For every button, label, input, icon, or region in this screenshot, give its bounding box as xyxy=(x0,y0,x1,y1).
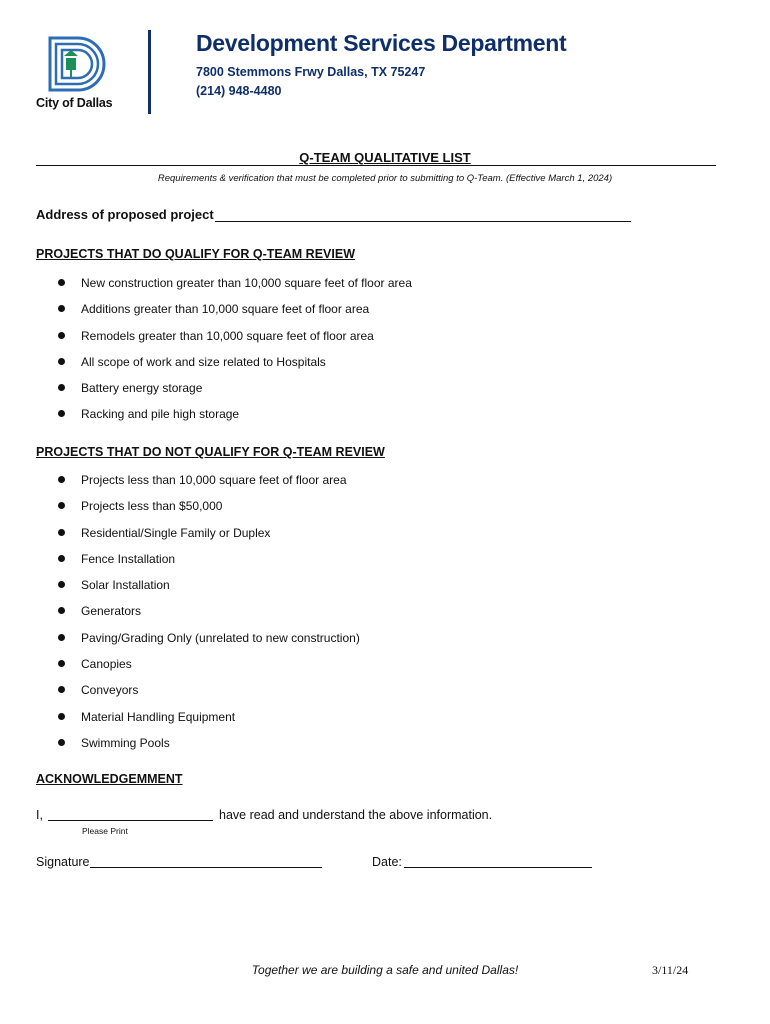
list-item: Paving/Grading Only (unrelated to new construction) xyxy=(58,631,360,657)
bullet-icon xyxy=(58,305,65,312)
list-item: Projects less than $50,000 xyxy=(58,499,360,525)
list-item: Swimming Pools xyxy=(58,736,360,762)
department-address: 7800 Stemmons Frwy Dallas, TX 75247 xyxy=(196,65,426,79)
signature-field[interactable] xyxy=(90,867,322,868)
logo-caption: City of Dallas xyxy=(36,96,113,110)
acknowledgement-statement: have read and understand the above information. xyxy=(219,808,493,822)
department-title: Development Services Department xyxy=(196,30,567,56)
list-item: Racking and pile high storage xyxy=(58,407,412,433)
date-field[interactable] xyxy=(404,867,592,868)
title-rule xyxy=(36,165,716,166)
bullet-icon xyxy=(58,384,65,391)
not-qualify-heading: PROJECTS THAT DO NOT QUALIFY FOR Q-TEAM REVIEW xyxy=(36,445,385,459)
address-label: Address of proposed project xyxy=(36,207,214,222)
bullet-icon xyxy=(58,476,65,483)
bullet-icon xyxy=(58,607,65,614)
bullet-icon xyxy=(58,332,65,339)
not-qualify-list xyxy=(58,473,360,762)
bullet-icon xyxy=(58,581,65,588)
page-title: Q-TEAM QUALITATIVE LIST xyxy=(299,150,471,165)
bullet-icon xyxy=(58,634,65,641)
bullet-icon xyxy=(58,529,65,536)
header-divider xyxy=(148,30,151,114)
page-subtitle: Requirements & verification that must be completed prior to submitting to Q-Team. (Effective March 1, 2024) xyxy=(157,173,613,184)
list-item: Solar Installation xyxy=(58,578,360,604)
list-item: New construction greater than 10,000 square feet of floor area xyxy=(58,276,412,302)
dallas-d-logo-icon xyxy=(36,34,122,94)
bullet-icon xyxy=(58,358,65,365)
bullet-icon xyxy=(58,279,65,286)
bullet-icon xyxy=(58,739,65,746)
department-phone: (214) 948-4480 xyxy=(196,84,282,98)
list-item: Additions greater than 10,000 square feet of floor area xyxy=(58,302,412,328)
list-item: Residential/Single Family or Duplex xyxy=(58,526,360,552)
bullet-icon xyxy=(58,502,65,509)
bullet-icon xyxy=(58,660,65,667)
bullet-icon xyxy=(58,686,65,693)
list-item: Battery energy storage xyxy=(58,381,412,407)
list-item: Generators xyxy=(58,604,360,630)
date-label: Date: xyxy=(372,855,402,869)
list-item: Canopies xyxy=(58,657,360,683)
bullet-icon xyxy=(58,713,65,720)
address-field[interactable] xyxy=(215,221,631,222)
bullet-icon xyxy=(58,555,65,562)
acknowledgement-prefix: I, xyxy=(36,808,43,822)
footer-date: 3/11/24 xyxy=(652,963,689,977)
list-item: All scope of work and size related to Hospitals xyxy=(58,355,412,381)
qualify-heading: PROJECTS THAT DO QUALIFY FOR Q-TEAM REVIEW xyxy=(36,247,355,261)
list-item: Projects less than 10,000 square feet of floor area xyxy=(58,473,360,499)
print-hint: Please Print xyxy=(82,826,128,836)
list-item: Conveyors xyxy=(58,683,360,709)
list-item: Material Handling Equipment xyxy=(58,710,360,736)
qualify-list xyxy=(58,276,412,434)
list-item: Remodels greater than 10,000 square feet of floor area xyxy=(58,329,412,355)
acknowledgement-heading: ACKNOWLEDGEMMENT xyxy=(36,772,183,786)
name-field[interactable] xyxy=(48,820,213,821)
footer-tagline: Together we are building a safe and united Dallas! xyxy=(251,963,519,977)
bullet-icon xyxy=(58,410,65,417)
signature-label: Signature xyxy=(36,855,90,869)
list-item: Fence Installation xyxy=(58,552,360,578)
